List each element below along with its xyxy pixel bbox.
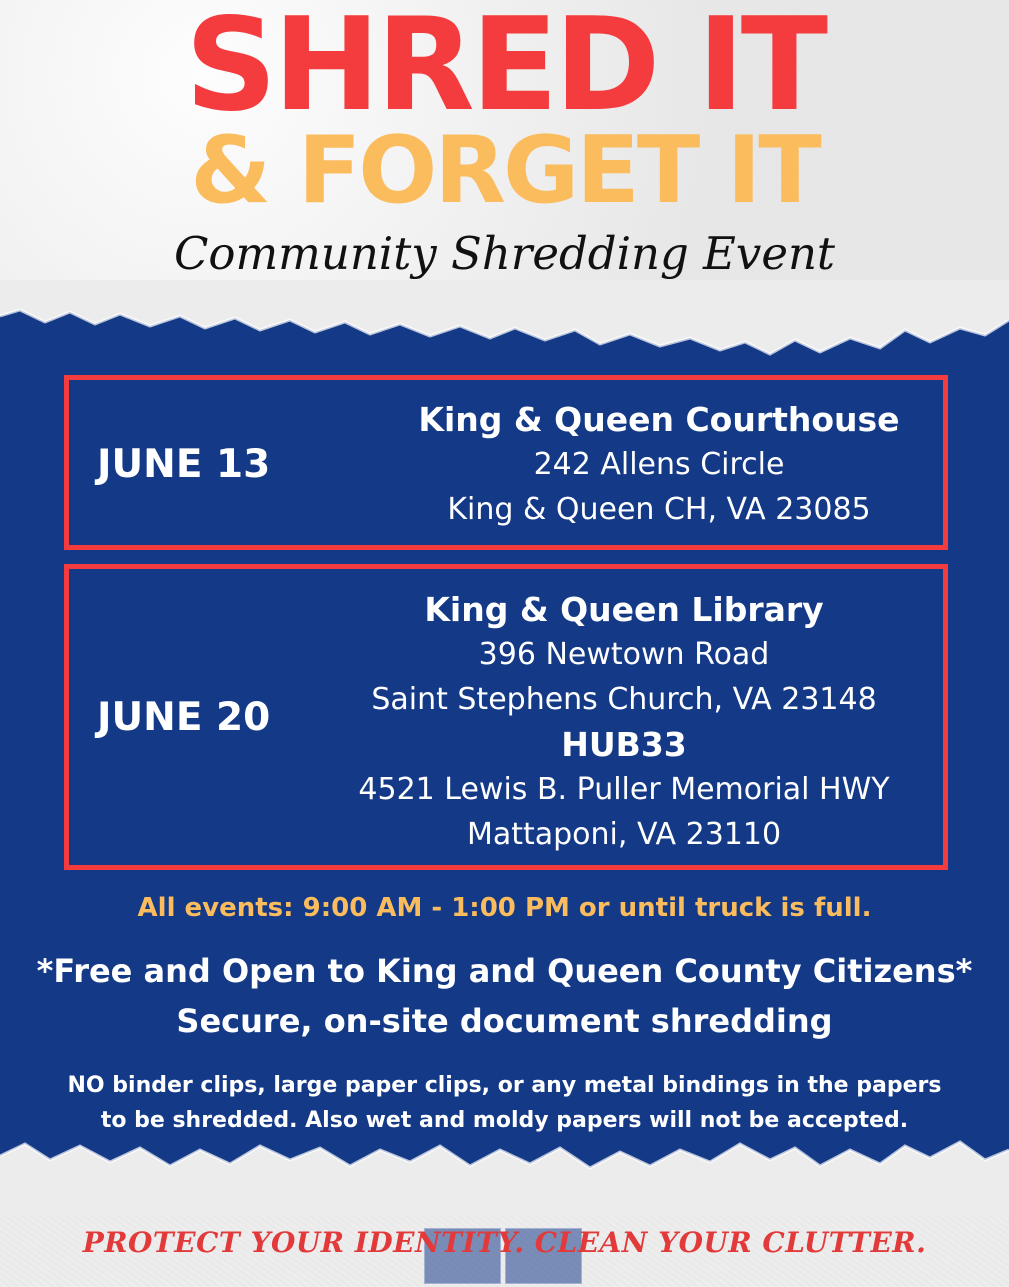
address-line: 396 Newtown Road: [478, 637, 770, 672]
address-line: Mattaponi, VA 23110: [466, 817, 782, 852]
title-shred-it: SHRED IT: [184, 0, 825, 140]
tagline: PROTECT YOUR IDENTITY. CLEAN YOUR CLUTTER.: [82, 1226, 927, 1259]
notice-text: [30, 1068, 979, 1138]
notice-line: to be shredded. Also wet and moldy papers will not be accepted.: [100, 1108, 909, 1133]
address-line: 4521 Lewis B. Puller Memorial HWY: [358, 772, 890, 807]
event-card-june-13: [64, 375, 948, 550]
event-date: JUNE 13: [97, 442, 271, 487]
event-date: JUNE 20: [97, 695, 271, 740]
title-forget-it: & FORGET IT: [190, 116, 819, 224]
notice-line: NO binder clips, large paper clips, or any metal bindings in the papers: [67, 1073, 942, 1098]
location-name: King & Queen Courthouse: [418, 400, 900, 439]
address-line: 242 Allens Circle: [533, 447, 785, 482]
service-text: Secure, on-site document shredding: [176, 1002, 833, 1040]
event-location: [354, 587, 894, 857]
address-line: Saint Stephens Church, VA 23148: [371, 682, 877, 717]
location-name: King & Queen Library: [424, 590, 824, 629]
location-name: HUB33: [561, 725, 687, 764]
event-hours: All events: 9:00 AM - 1:00 PM or until truck is full.: [137, 893, 872, 923]
address-line: King & Queen CH, VA 23085: [447, 492, 871, 527]
subtitle-community-shredding-event: Community Shredding Event: [173, 227, 836, 280]
event-location: [389, 398, 929, 532]
eligibility-text: *Free and Open to King and Queen County Citizens*: [36, 952, 973, 990]
event-card-june-20: [64, 564, 948, 870]
